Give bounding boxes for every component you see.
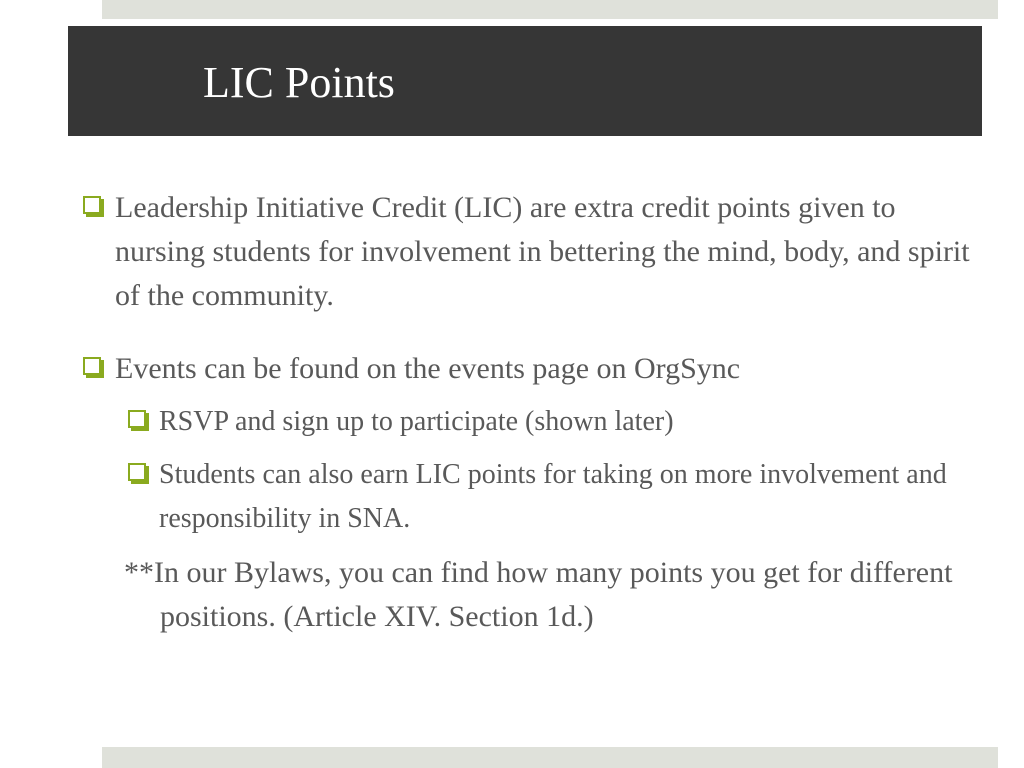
bylaws-note: **In our Bylaws, you can find how many points you get for different positions. (Article XIV. Section 1d.): [124, 556, 953, 633]
checkbox-bullet-icon: [128, 410, 146, 428]
checkbox-bullet-icon: [128, 463, 146, 481]
bullet-text: RSVP and sign up to participate (shown later): [159, 406, 674, 437]
bullet-text: Leadership Initiative Credit (LIC) are extra credit points given to nursing students for involvement in bettering the mind, body, and spirit of the community.: [115, 191, 970, 312]
bottom-accent-bar: [102, 747, 998, 768]
bullet-text: Students can also earn LIC points for taking on more involvement and responsibility in SNA.: [159, 459, 947, 534]
sub-bullet-item: [159, 400, 979, 444]
checkbox-bullet-icon: [83, 357, 101, 375]
checkbox-bullet-icon: [83, 196, 101, 214]
slide-title: LIC Points: [203, 58, 395, 107]
bullet-item: [115, 347, 975, 391]
bullet-text: Events can be found on the events page on OrgSync: [115, 352, 741, 385]
bullet-item: [115, 186, 975, 318]
sub-bullet-item: [159, 453, 959, 541]
